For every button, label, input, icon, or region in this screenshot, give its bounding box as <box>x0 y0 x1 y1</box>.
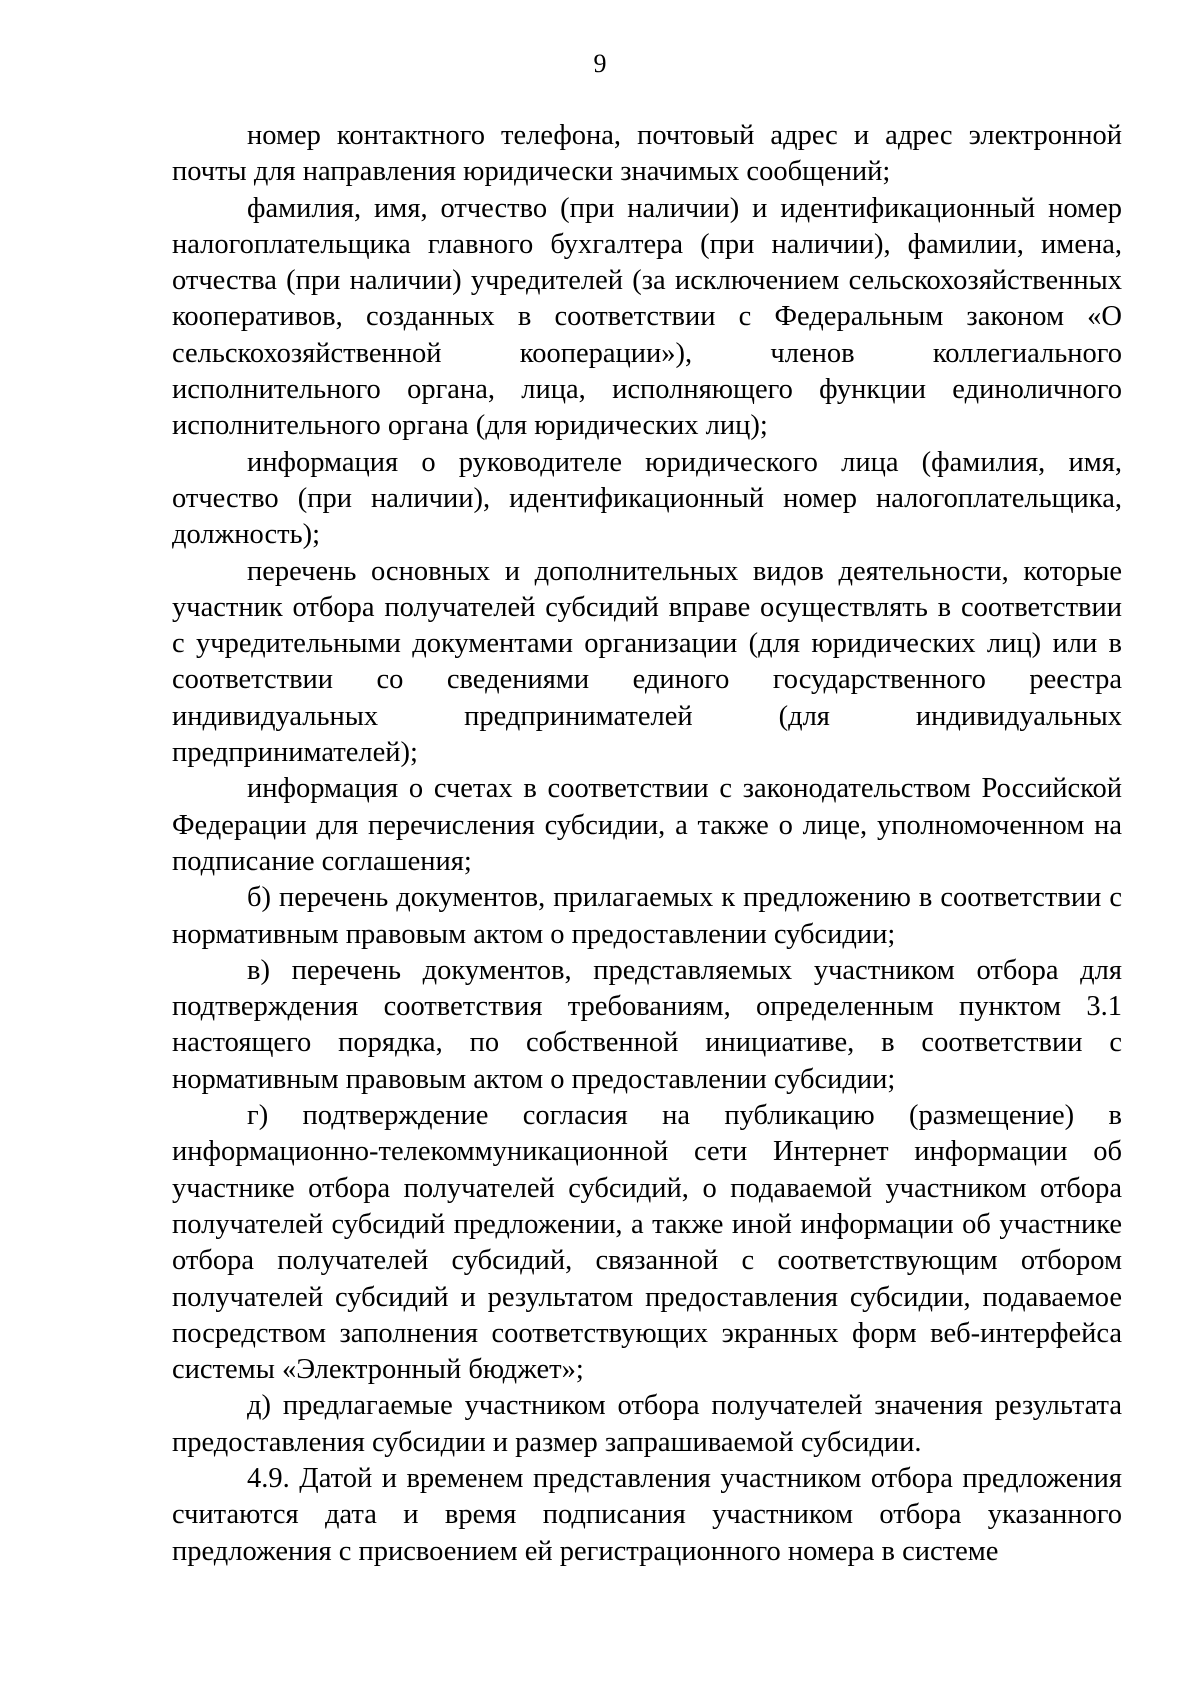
paragraph-accountant-founders: фамилия, имя, отчество (при наличии) и идентификационный номер налогоплательщика главного бухгалтера (при наличии), фамилии, имена, отчества (при наличии) учредителей (за исключением сельскохозяйственных кооперативов, созданных в соответствии с Федеральным законом «О сельскохозяйственной кооперации»), членов коллегиального исполнительного органа, лица, исполняющего функции единоличного исполнительного органа (для юридических лиц); <box>172 192 1122 442</box>
paragraph-item-d: д) предлагаемые участником отбора получателей значения результата предоставления субсидии и размер запрашиваемой субсидии. <box>172 1390 1122 1458</box>
page-number: 9 <box>593 49 607 78</box>
paragraph-4-9: 4.9. Датой и временем представления участником отбора предложения считаются дата и время подписания участником отбора указанного предложения с присвоением ей регистрационного номера в системе <box>172 1462 1122 1567</box>
paragraph-accounts-info: информация о счетах в соответствии с законодательством Российской Федерации для перечисления субсидии, а также о лице, уполномоченном на подписание соглашения; <box>172 773 1122 877</box>
paragraph-head-info: информация о руководителе юридического лица (фамилия, имя, отчество (при наличии), идентификационный номер налогоплательщика, должность); <box>172 446 1122 551</box>
document-body <box>172 118 1122 1570</box>
paragraph-item-v: в) перечень документов, представляемых участником отбора для подтверждения соответствия требованиям, определенным пунктом 3.1 настоящего порядка, по собственной инициативе, в соответствии с нормативным правовым актом о предоставлении субсидии; <box>172 954 1122 1095</box>
paragraph-activities-list: перечень основных и дополнительных видов деятельности, которые участник отбора получателей субсидий вправе осуществлять в соответствии с учредительными документами организации (для юридических лиц) или в соответствии со сведениями единого государственного реестра индивидуальных предпринимателей (для индивидуальных предпринимателей); <box>172 555 1122 769</box>
paragraph-contact-info: номер контактного телефона, почтовый адрес и адрес электронной почты для направления юридически значимых сообщений; <box>172 120 1122 188</box>
paragraph-item-g: г) подтверждение согласия на публикацию (размещение) в информационно-телекоммуникационной сети Интернет информации об участнике отбора получателей субсидий, о подаваемой участником отбора получателей субсидий предложении, а также иной информации об участнике отбора получателей субсидий, связанной с соответствующим отбором получателей субсидий и результатом предоставления субсидии, подаваемое посредством заполнения соответствующих экранных форм веб-интерфейса системы «Электронный бюджет»; <box>172 1100 1122 1386</box>
paragraph-item-b: б) перечень документов, прилагаемых к предложению в соответствии с нормативным правовым актом о предоставлении субсидии; <box>172 882 1122 950</box>
